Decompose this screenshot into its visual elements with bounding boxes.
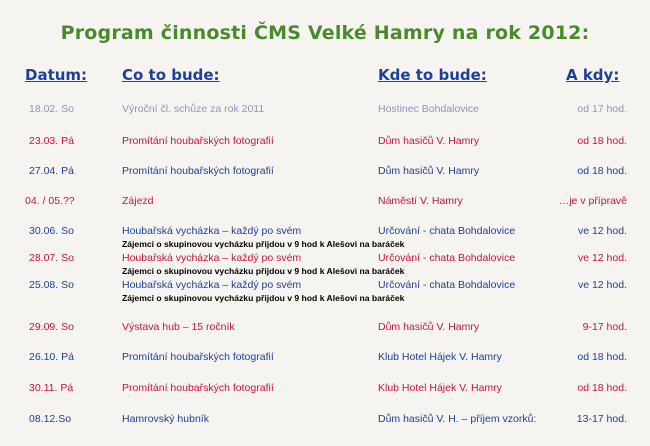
row-note: Zájemci o skupinovou vycházku přijdou v 9 hod k Alešovi na baráček bbox=[122, 239, 405, 249]
row-event: Houbařská vycházka – každý po svém bbox=[122, 252, 302, 264]
row-time: 9-17 hod. bbox=[582, 321, 627, 333]
row-time: od 17 hod. bbox=[577, 103, 627, 115]
row-event: Houbařská vycházka – každý po svém bbox=[122, 279, 302, 291]
row-note: Zájemci o skupinovou vycházku přijdou v 9 hod k Alešovi na baráček bbox=[122, 293, 405, 303]
row-place: Dům hasičů V. H. – příjem vzorků: bbox=[378, 413, 537, 425]
row-event: Zájezd bbox=[122, 195, 154, 207]
header-when: A kdy: bbox=[566, 66, 620, 84]
row-date: 30.11. Pá bbox=[29, 382, 74, 394]
row-place: Klub Hotel Hájek V. Hamry bbox=[378, 382, 502, 394]
row-event: Promítání houbařských fotografií bbox=[122, 351, 274, 363]
row-date: 27.04. Pá bbox=[29, 165, 74, 177]
row-event: Hamrovský hubník bbox=[122, 413, 209, 425]
row-place: Dům hasičů V. Hamry bbox=[378, 135, 480, 147]
row-time: od 18 hod. bbox=[577, 382, 627, 394]
row-place: Určování - chata Bohdalovice bbox=[378, 225, 516, 237]
row-time: ve 12 hod. bbox=[577, 252, 627, 264]
row-place: Dům hasičů V. Hamry bbox=[378, 165, 480, 177]
row-event: Promítání houbařských fotografií bbox=[122, 382, 274, 394]
row-date: 23.03. Pá bbox=[29, 135, 74, 147]
row-date: 28.07. So bbox=[29, 252, 74, 264]
row-place: Náměstí V. Hamry bbox=[378, 195, 463, 207]
row-time: ve 12 hod. bbox=[577, 279, 627, 291]
header-date: Datum: bbox=[25, 66, 88, 84]
row-date: 08.12.So bbox=[29, 413, 72, 425]
row-time: 13-17 hod. bbox=[576, 413, 627, 425]
row-place: Hostinec Bohdalovice bbox=[378, 103, 479, 115]
row-date: 25.08. So bbox=[29, 279, 74, 291]
row-date: 04. / 05.?? bbox=[25, 195, 75, 207]
row-date: 30.06. So bbox=[29, 225, 74, 237]
row-place: Dům hasičů V. Hamry bbox=[378, 321, 480, 333]
row-date: 18.02. So bbox=[29, 103, 74, 115]
row-time: od 18 hod. bbox=[577, 135, 627, 147]
row-date: 29.09. So bbox=[29, 321, 74, 333]
row-place: Určování - chata Bohdalovice bbox=[378, 279, 516, 291]
page-title: Program činnosti ČMS Velké Hamry na rok 2012: bbox=[60, 22, 590, 44]
row-place: Určování - chata Bohdalovice bbox=[378, 252, 516, 264]
row-time: od 18 hod. bbox=[577, 351, 627, 363]
row-time: od 18 hod. bbox=[577, 165, 627, 177]
row-event: Promítání houbařských fotografií bbox=[122, 135, 274, 147]
row-event: Houbařská vycházka – každý po svém bbox=[122, 225, 302, 237]
row-date: 26.10. Pá bbox=[29, 351, 74, 363]
row-event: Výstava hub – 15 ročník bbox=[122, 321, 235, 333]
row-note: Zájemci o skupinovou vycházku přijdou v 9 hod k Alešovi na baráček bbox=[122, 266, 405, 276]
row-event: Promítání houbařských fotografií bbox=[122, 165, 274, 177]
row-place: Klub Hotel Hájek V. Hamry bbox=[378, 351, 502, 363]
row-event: Výroční čl. schůze za rok 2011 bbox=[122, 103, 265, 115]
row-time: …je v přípravě bbox=[558, 195, 627, 207]
row-time: ve 12 hod. bbox=[577, 225, 627, 237]
header-where: Kde to bude: bbox=[378, 66, 487, 84]
header-what: Co to bude: bbox=[122, 66, 220, 84]
